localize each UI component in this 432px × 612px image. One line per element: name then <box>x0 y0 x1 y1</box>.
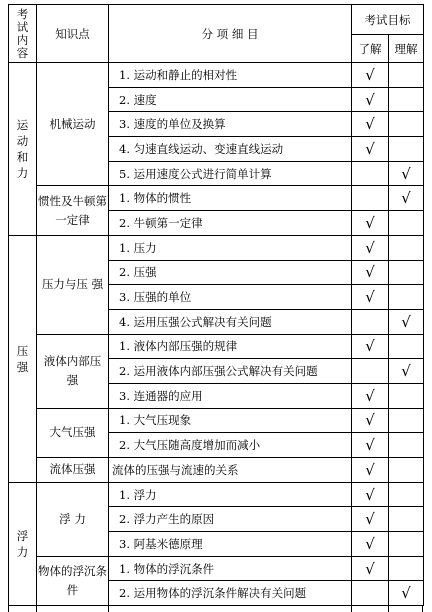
check-understand <box>352 161 389 186</box>
check-understand: √ <box>352 383 389 408</box>
table-row <box>9 556 424 581</box>
check-comprehend <box>389 235 424 260</box>
table-body <box>9 63 424 606</box>
check-understand: √ <box>352 63 389 88</box>
check-understand: √ <box>352 87 389 112</box>
detail-item: 2. 大气压随高度增加而减小 <box>109 433 352 458</box>
exam-objectives-table <box>8 4 424 606</box>
section-name: 压强 <box>9 235 37 482</box>
table-row <box>9 63 424 88</box>
detail-item: 3. 阿基米德原理 <box>109 532 352 557</box>
detail-item: 2. 运用物体的浮沉条件解决有关问题 <box>109 581 352 606</box>
check-understand: √ <box>352 112 389 137</box>
detail-item: 3. 速度的单位及换算 <box>109 112 352 137</box>
check-understand <box>352 581 389 606</box>
detail-item: 2. 速度 <box>109 87 352 112</box>
check-comprehend: √ <box>389 359 424 384</box>
check-comprehend: √ <box>389 186 424 211</box>
check-comprehend: √ <box>389 161 424 186</box>
topic-name: 机械运动 <box>37 63 109 186</box>
table-row <box>9 458 424 483</box>
check-comprehend <box>389 260 424 285</box>
header-details: 分 项 细 目 <box>109 5 352 63</box>
check-comprehend <box>389 433 424 458</box>
table-row <box>9 482 424 507</box>
check-comprehend <box>389 211 424 236</box>
check-understand: √ <box>352 482 389 507</box>
topic-name: 惯性及牛顿第一定律 <box>37 186 109 235</box>
check-comprehend <box>389 87 424 112</box>
detail-item: 流体的压强与流速的关系 <box>109 458 352 483</box>
check-understand: √ <box>352 458 389 483</box>
topic-name: 大气压强 <box>37 408 109 457</box>
check-understand: √ <box>352 433 389 458</box>
detail-item: 3. 压强的单位 <box>109 285 352 310</box>
table-tail-marks <box>8 606 423 612</box>
detail-item: 1. 大气压现象 <box>109 408 352 433</box>
detail-item: 2. 牛顿第一定律 <box>109 211 352 236</box>
topic-name: 浮 力 <box>37 482 109 556</box>
check-understand: √ <box>352 408 389 433</box>
detail-item: 1. 运动和静止的相对性 <box>109 63 352 88</box>
table-row <box>9 408 424 433</box>
detail-item: 2. 压强 <box>109 260 352 285</box>
header-understand: 了解 <box>352 35 389 63</box>
check-comprehend <box>389 285 424 310</box>
check-comprehend: √ <box>389 309 424 334</box>
check-comprehend <box>389 137 424 162</box>
check-understand: √ <box>352 334 389 359</box>
table-row <box>9 235 424 260</box>
detail-item: 2. 运用液体内部压强公式解决有关问题 <box>109 359 352 384</box>
check-understand <box>352 186 389 211</box>
check-comprehend <box>389 383 424 408</box>
topic-name: 流体压强 <box>37 458 109 483</box>
check-comprehend <box>389 112 424 137</box>
topic-name: 压力与压 强 <box>37 235 109 334</box>
check-comprehend <box>389 408 424 433</box>
header-exam-content: 考试内容 <box>9 5 37 63</box>
check-understand: √ <box>352 532 389 557</box>
topic-name: 液体内部压 强 <box>37 334 109 408</box>
check-comprehend <box>389 507 424 532</box>
check-understand: √ <box>352 260 389 285</box>
check-comprehend <box>389 482 424 507</box>
detail-item: 3. 连通器的应用 <box>109 383 352 408</box>
check-comprehend <box>389 532 424 557</box>
detail-item: 4. 运用压强公式解决有关问题 <box>109 309 352 334</box>
check-understand: √ <box>352 137 389 162</box>
header-knowledge: 知识点 <box>37 5 109 63</box>
header-comprehend: 理解 <box>389 35 424 63</box>
table-row <box>9 334 424 359</box>
check-understand <box>352 359 389 384</box>
detail-item: 1. 液体内部压强的规律 <box>109 334 352 359</box>
check-comprehend <box>389 334 424 359</box>
detail-item: 1. 压力 <box>109 235 352 260</box>
header-goal: 考试目标 <box>352 5 424 35</box>
detail-item: 4. 匀速直线运动、变速直线运动 <box>109 137 352 162</box>
check-comprehend <box>389 63 424 88</box>
detail-item: 1. 物体的浮沉条件 <box>109 556 352 581</box>
check-understand: √ <box>352 285 389 310</box>
detail-item: 1. 浮力 <box>109 482 352 507</box>
check-understand: √ <box>352 556 389 581</box>
detail-item: 1. 物体的惯性 <box>109 186 352 211</box>
topic-name: 物体的浮沉条件 <box>37 556 109 605</box>
check-understand <box>352 309 389 334</box>
check-comprehend <box>389 556 424 581</box>
section-name: 浮力 <box>9 482 37 605</box>
section-name: 运动和力 <box>9 63 37 236</box>
check-understand: √ <box>352 235 389 260</box>
check-understand: √ <box>352 211 389 236</box>
check-understand: √ <box>352 507 389 532</box>
check-comprehend: √ <box>389 581 424 606</box>
check-comprehend <box>389 458 424 483</box>
table-row <box>9 186 424 211</box>
detail-item: 5. 运用速度公式进行简单计算 <box>109 161 352 186</box>
detail-item: 2. 浮力产生的原因 <box>109 507 352 532</box>
